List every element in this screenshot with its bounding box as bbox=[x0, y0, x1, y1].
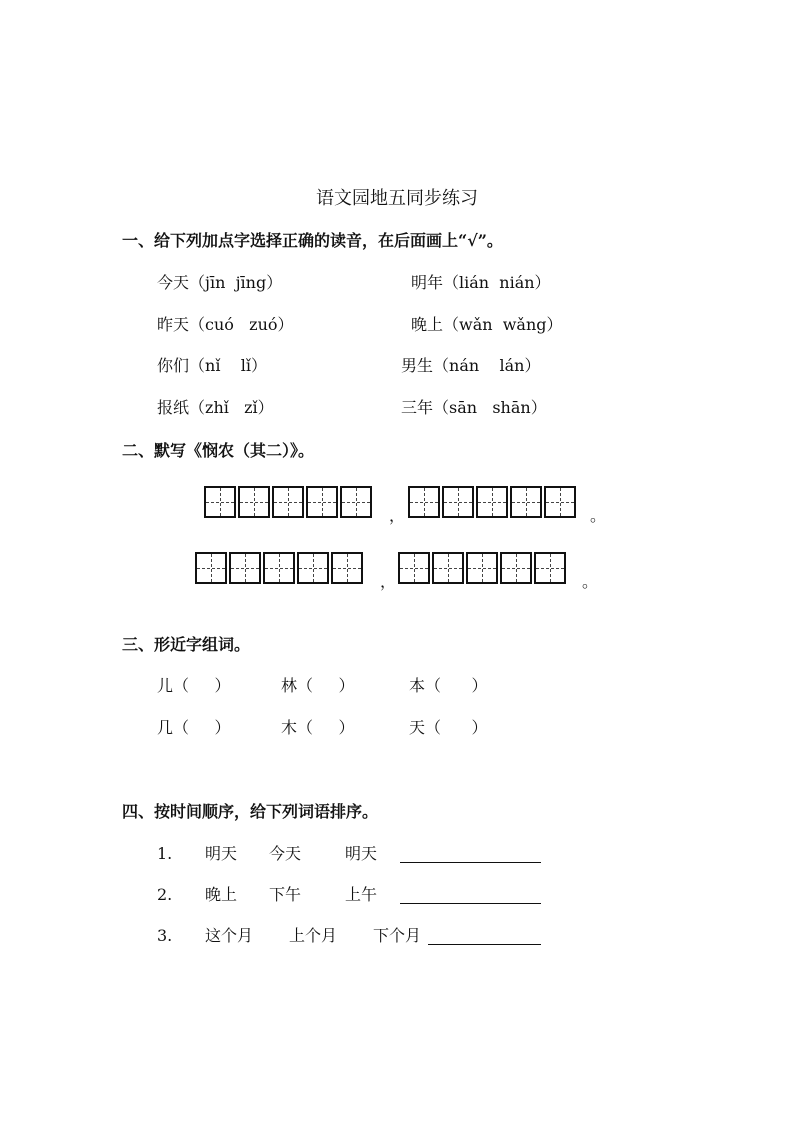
item-options: （cuó zuó） bbox=[189, 315, 294, 334]
writing-box[interactable] bbox=[466, 552, 498, 584]
item-char: 几 bbox=[157, 718, 174, 737]
item-number: 3. bbox=[157, 926, 173, 945]
item-char: 天 bbox=[409, 718, 426, 737]
page-title: 语文园地五同步练习 bbox=[316, 188, 478, 209]
writing-box[interactable] bbox=[204, 486, 236, 518]
writing-box[interactable] bbox=[195, 552, 227, 584]
item-options: （nán lán） bbox=[433, 356, 541, 375]
item-number: 2. bbox=[157, 885, 173, 904]
writing-box[interactable] bbox=[476, 486, 508, 518]
pinyin-item bbox=[157, 358, 267, 374]
order-word: 上个月 bbox=[289, 926, 338, 945]
writing-box[interactable] bbox=[263, 552, 295, 584]
writing-grid-line1b bbox=[408, 486, 576, 518]
section-3-heading: 三、形近字组词。 bbox=[122, 635, 251, 654]
writing-box[interactable] bbox=[331, 552, 363, 584]
writing-box[interactable] bbox=[544, 486, 576, 518]
order-word: 上午 bbox=[345, 885, 378, 904]
order-word: 这个月 bbox=[205, 926, 254, 945]
item-char: 本 bbox=[409, 676, 426, 695]
pinyin-item bbox=[401, 358, 540, 374]
item-char: 儿 bbox=[157, 676, 174, 695]
answer-parens[interactable]: （ ） bbox=[297, 676, 355, 695]
pinyin-item bbox=[401, 400, 547, 416]
writing-box[interactable] bbox=[500, 552, 532, 584]
word-group-item bbox=[409, 678, 488, 694]
pinyin-item bbox=[157, 400, 274, 416]
order-word: 今天 bbox=[269, 844, 302, 863]
word-group-item bbox=[157, 678, 230, 694]
pinyin-item bbox=[157, 317, 294, 333]
order-word: 晚上 bbox=[205, 885, 238, 904]
writing-box[interactable] bbox=[510, 486, 542, 518]
writing-box[interactable] bbox=[306, 486, 338, 518]
item-char: 林 bbox=[281, 676, 298, 695]
order-word: 明天 bbox=[205, 844, 238, 863]
item-word: 昨天 bbox=[157, 315, 190, 334]
item-word: 明年 bbox=[411, 273, 444, 292]
writing-box[interactable] bbox=[432, 552, 464, 584]
period: 。 bbox=[590, 506, 607, 525]
item-options: （wǎn wǎng） bbox=[443, 315, 563, 334]
order-word: 下个月 bbox=[373, 926, 422, 945]
item-options: （sān shān） bbox=[433, 398, 547, 417]
period: 。 bbox=[582, 572, 599, 591]
writing-box[interactable] bbox=[297, 552, 329, 584]
word-group-item bbox=[281, 678, 354, 694]
writing-box[interactable] bbox=[408, 486, 440, 518]
item-word: 男生 bbox=[401, 356, 434, 375]
writing-box[interactable] bbox=[272, 486, 304, 518]
writing-box[interactable] bbox=[229, 552, 261, 584]
order-word: 明天 bbox=[345, 844, 378, 863]
comma: ， bbox=[389, 506, 406, 525]
writing-grid-line2a bbox=[195, 552, 363, 584]
item-word: 今天 bbox=[157, 273, 190, 292]
item-options: （nǐ lǐ） bbox=[189, 356, 268, 375]
answer-parens[interactable]: （ ） bbox=[173, 718, 231, 737]
item-word: 你们 bbox=[157, 356, 190, 375]
answer-parens[interactable]: （ ） bbox=[173, 676, 231, 695]
writing-box[interactable] bbox=[534, 552, 566, 584]
word-group-item bbox=[157, 720, 230, 736]
answer-line[interactable] bbox=[428, 944, 541, 945]
word-group-item bbox=[281, 720, 354, 736]
writing-box[interactable] bbox=[340, 486, 372, 518]
item-options: （zhǐ zǐ） bbox=[189, 398, 274, 417]
section-2-heading: 二、默写《悯农（其二）》。 bbox=[122, 441, 315, 460]
item-number: 1. bbox=[157, 844, 173, 863]
order-word: 下午 bbox=[269, 885, 302, 904]
answer-parens[interactable]: （ ） bbox=[297, 718, 355, 737]
writing-box[interactable] bbox=[442, 486, 474, 518]
answer-parens[interactable]: （ ） bbox=[425, 718, 488, 737]
word-group-item bbox=[409, 720, 488, 736]
section-4-heading: 四、按时间顺序，给下列词语排序。 bbox=[122, 802, 379, 821]
item-options: （lián nián） bbox=[443, 273, 551, 292]
item-options: （jīn jīng） bbox=[189, 273, 283, 292]
writing-grid-line2b bbox=[398, 552, 566, 584]
comma: ， bbox=[380, 572, 397, 591]
item-word: 三年 bbox=[401, 398, 434, 417]
answer-line[interactable] bbox=[400, 903, 541, 904]
item-word: 晚上 bbox=[411, 315, 444, 334]
answer-line[interactable] bbox=[400, 862, 541, 863]
writing-box[interactable] bbox=[238, 486, 270, 518]
pinyin-item bbox=[411, 317, 563, 333]
section-1-heading: 一、给下列加点字选择正确的读音，在后面画上“√”。 bbox=[122, 231, 503, 250]
pinyin-item bbox=[411, 275, 551, 291]
writing-grid-line1a bbox=[204, 486, 372, 518]
pinyin-item bbox=[157, 275, 282, 291]
writing-box[interactable] bbox=[398, 552, 430, 584]
item-word: 报纸 bbox=[157, 398, 190, 417]
answer-parens[interactable]: （ ） bbox=[425, 676, 488, 695]
item-char: 木 bbox=[281, 718, 298, 737]
